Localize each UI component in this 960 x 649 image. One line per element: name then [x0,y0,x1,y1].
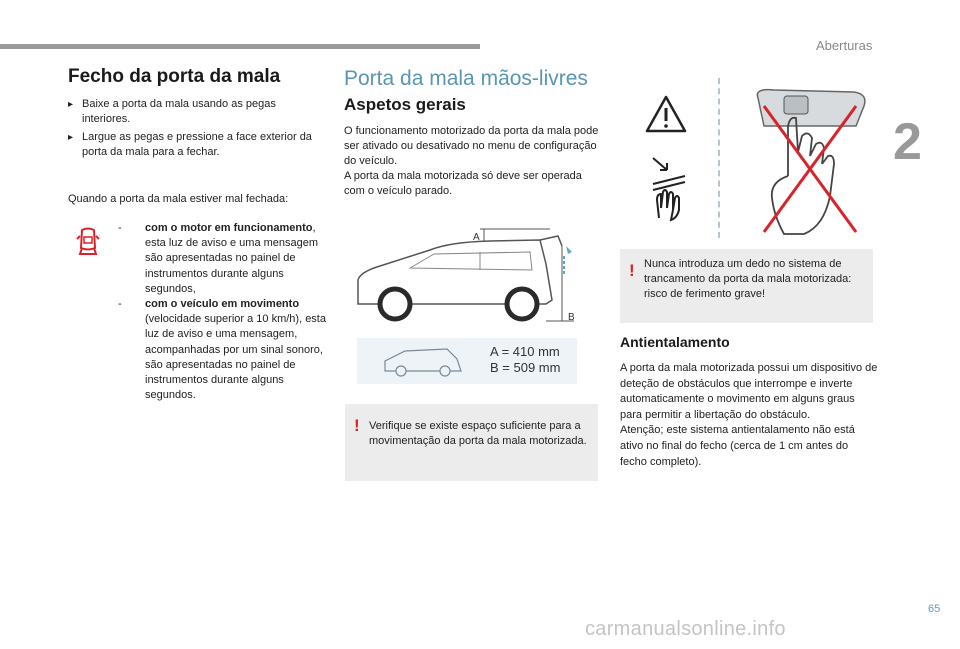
list-item: - com o veículo em movimento (velocidade superior a 10 km/h), esta luz de aviso e uma mensagem, acompanhadas por um sinal sonoro, são apresentadas no painel de instrumentos durante alguns segundos. [118,298,326,402]
list-item: - com o motor em funcionamento, esta luz de aviso e uma mensagem são apresentadas no painel de instrumentos durante alguns segundos, [118,222,319,295]
arrow-bullet-icon: ▸ [68,99,74,110]
closing-steps [68,97,326,163]
list-item: ▸ Baixe a porta da mala usando as pegas interiores. [68,98,276,125]
divider [718,78,720,238]
list-item: ▸ Largue as pegas e pressione a face exterior da porta da mala para a fechar. [68,131,312,158]
space-warning-note: ! Verifique se existe espaço suficiente para a movimentação da porta da mala motorizada. [345,404,598,481]
warning-conditions [118,221,328,403]
section-name: Aberturas [816,38,873,53]
car-clearance-diagram [350,224,590,328]
hand-press-icon [645,154,689,222]
dimension-b: B = 509 mm [490,360,561,375]
subtitle-antipinch: Antientalamento [620,334,730,350]
warning-exclamation-icon: ! [629,261,635,280]
header-bar [0,44,480,49]
boot-open-warning-icon [76,226,100,256]
crossed-hand-icon [744,86,872,236]
label-b: B [568,312,575,323]
watermark: carmanualsonline.info [585,618,786,640]
chapter-number: 2 [893,113,922,171]
subtitle-general: Aspetos gerais [344,95,466,114]
label-a: A [473,232,480,243]
antipinch-text: A porta da mala motorizada possui um dispositivo de deteção de obstáculos que interrompe e inverte automaticamente o movimento em alguns graus para permitir a libertação do obstáculo. Atenção; este sistema antientalamento não está ativo no final do fecho (cerca de 1 cm antes do fecho completo). [620,362,878,468]
warning-exclamation-icon: ! [354,416,360,435]
section-title-handsfree: Porta da mala mãos-livres [344,67,588,90]
general-text: O funcionamento motorizado da porta da mala pode ser ativado ou desativado no menu de configuração do veículo. A porta da mala motorizada só deve ser operada com o veículo parado. [344,125,599,197]
car-outline-icon [381,341,471,381]
warning-intro: Quando a porta da mala estiver mal fechada: [68,193,289,205]
page-number: 65 [928,603,941,615]
section-title-closing: Fecho da porta da mala [68,66,281,87]
dimension-a: A = 410 mm [490,344,560,359]
warning-triangle-icon [645,95,687,133]
arrow-bullet-icon: ▸ [68,132,74,143]
finger-warning-note: ! Nunca introduza um dedo no sistema de trancamento da porta da mala motorizada: risco de ferimento grave! [620,249,873,323]
